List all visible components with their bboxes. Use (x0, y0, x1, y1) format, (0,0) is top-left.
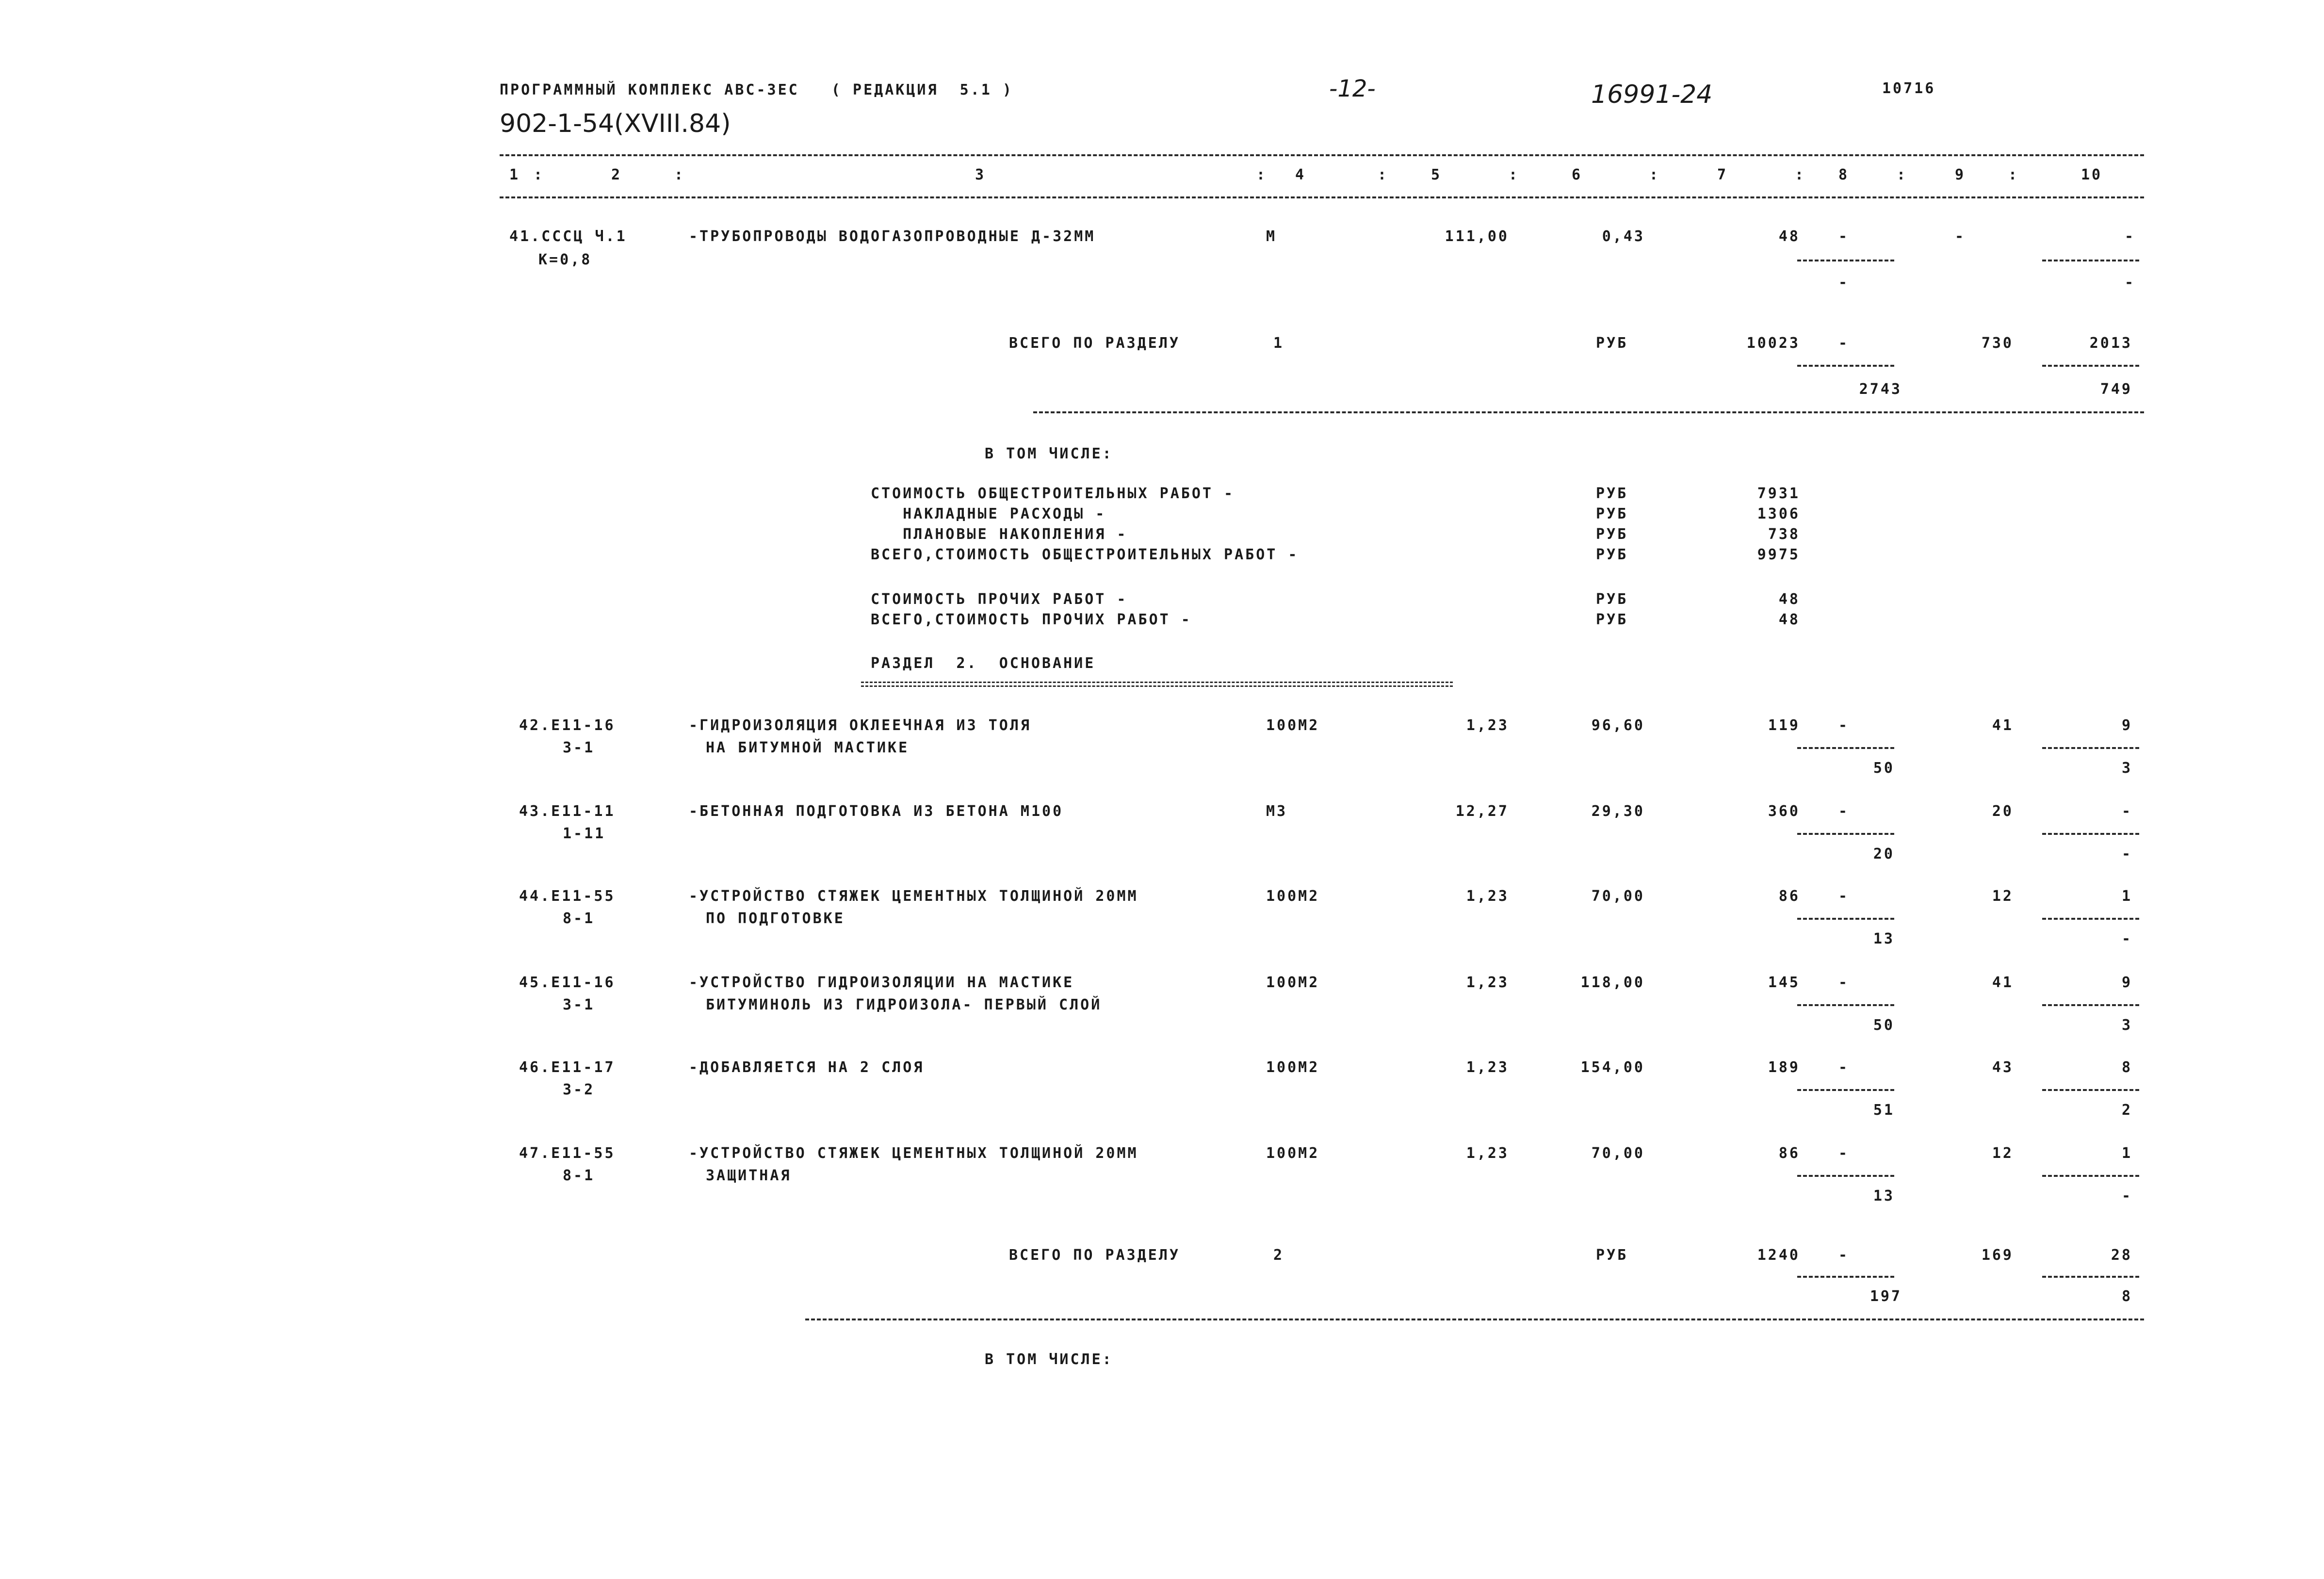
section-1-unit: РУБ (1596, 335, 1628, 352)
section-2-col10-lower: 8 (2121, 1288, 2132, 1305)
section-1-col10-lower: 749 (2100, 381, 2132, 398)
item-col8-lower: 20 (1873, 846, 1895, 863)
item-total: 119 (1768, 717, 1800, 734)
column-number: 6 (1572, 166, 1583, 183)
column-number: 2 (611, 166, 622, 183)
including-row-value: 7931 (1757, 485, 1800, 502)
including-row-label: ВСЕГО,СТОИМОСТЬ ПРОЧИХ РАБОТ - (871, 611, 1192, 628)
item-price: 118,00 (1580, 974, 1645, 991)
column-number: 3 (975, 166, 986, 183)
including-row-label: НАКЛАДНЫЕ РАСХОДЫ - (871, 505, 1106, 522)
item-col8-rule (1797, 833, 1894, 835)
item-unit: 100М2 (1266, 974, 1320, 991)
item-id: 42.Е11-16 (519, 717, 616, 734)
item-41-quantity: 111,00 (1445, 228, 1509, 245)
program-title: ПРОГРАММНЫЙ КОМПЛЕКС АВС-ЗЕС ( РЕДАКЦИЯ 5.1 ) (500, 81, 1013, 98)
item-col10: 9 (2121, 717, 2132, 734)
item-unit: 100М2 (1266, 888, 1320, 905)
page-number: -12- (1329, 75, 1376, 102)
item-col10-rule (2042, 918, 2139, 920)
item-col8-rule (1797, 1089, 1894, 1091)
item-description: -БЕТОННАЯ ПОДГОТОВКА ИЗ БЕТОНА М100 (689, 803, 1064, 820)
item-total: 145 (1768, 974, 1800, 991)
document-number: 16991-24 (1591, 80, 1713, 109)
column-separator: : (1649, 166, 1660, 183)
column-number: 10 (2081, 166, 2103, 183)
item-quantity: 1,23 (1466, 974, 1509, 991)
item-id: 47.Е11-55 (519, 1145, 616, 1162)
item-price: 96,60 (1591, 717, 1645, 734)
item-description-line2: ПО ПОДГОТОВКЕ (706, 910, 845, 927)
item-subcode: 8-1 (563, 910, 595, 927)
including-row-unit: РУБ (1596, 546, 1628, 563)
section-2-col10-rule (2042, 1276, 2139, 1278)
item-total: 360 (1768, 803, 1800, 820)
item-description-line2: НА БИТУМНОЙ МАСТИКЕ (706, 739, 910, 756)
item-41-unit: М (1266, 228, 1277, 245)
column-separator: : (2008, 166, 2019, 183)
item-subcode: 3-2 (563, 1081, 595, 1098)
column-separator: : (1795, 166, 1806, 183)
item-total: 189 (1768, 1059, 1800, 1076)
item-subcode: 3-1 (563, 739, 595, 756)
header-rule-bottom (500, 196, 2144, 198)
including-row-value: 9975 (1757, 546, 1800, 563)
column-separator: : (1256, 166, 1268, 183)
item-description: -ГИДРОИЗОЛЯЦИЯ ОКЛЕЕЧНАЯ ИЗ ТОЛЯ (689, 717, 1031, 734)
column-separator: : (1897, 166, 1908, 183)
item-41-total: 48 (1778, 228, 1800, 245)
item-41-col9: - (1955, 228, 1966, 245)
item-total: 86 (1778, 888, 1800, 905)
item-description: -ДОБАВЛЯЕТСЯ НА 2 СЛОЯ (689, 1059, 925, 1076)
including-row-unit: РУБ (1596, 591, 1628, 608)
including-1-title: В ТОМ ЧИСЛЕ: (985, 445, 1113, 462)
item-col10: 9 (2121, 974, 2132, 991)
item-col8-lower: 50 (1873, 760, 1895, 777)
column-number: 8 (1838, 166, 1850, 183)
section-1-col9: 730 (1981, 335, 2014, 352)
section-2-title: РАЗДЕЛ 2. ОСНОВАНИЕ (871, 655, 1096, 672)
item-col8-lower: 13 (1873, 930, 1895, 947)
item-col10-rule (2042, 747, 2139, 749)
column-number: 5 (1431, 166, 1442, 183)
item-price: 29,30 (1591, 803, 1645, 820)
item-id: 46.Е11-17 (519, 1059, 616, 1076)
column-separator: : (1378, 166, 1389, 183)
item-41-id: 41.СССЦ Ч.1 (509, 228, 627, 245)
item-41-col8-lower: - (1838, 274, 1850, 291)
section-2-total-label: ВСЕГО ПО РАЗДЕЛУ (1009, 1247, 1180, 1264)
header-rule-top (500, 154, 2144, 156)
item-41-col8: - (1838, 228, 1850, 245)
section-1-col8: - (1838, 335, 1850, 352)
item-col9: 12 (1992, 888, 2014, 905)
item-description-line2: ЗАЩИТНАЯ (706, 1167, 792, 1184)
item-id: 43.Е11-11 (519, 803, 616, 820)
item-col10: 1 (2121, 888, 2132, 905)
item-41-col10: - (2125, 228, 2136, 245)
item-41-col10-lower: - (2125, 274, 2136, 291)
item-col10-rule (2042, 1175, 2139, 1177)
item-41-description: -ТРУБОПРОВОДЫ ВОДОГАЗОПРОВОДНЫЕ Д-32ММ (689, 228, 1096, 245)
item-41-price: 0,43 (1602, 228, 1645, 245)
item-price: 154,00 (1580, 1059, 1645, 1076)
column-number: 7 (1717, 166, 1728, 183)
item-subcode: 1-11 (563, 825, 606, 842)
section-2-rule (805, 1319, 2144, 1320)
item-id: 45.Е11-16 (519, 974, 616, 991)
section-1-rule (1033, 411, 2144, 413)
section-1-col10: 2013 (2089, 335, 2132, 352)
including-row-unit: РУБ (1596, 611, 1628, 628)
item-col8-lower: 51 (1873, 1102, 1895, 1119)
item-quantity: 1,23 (1466, 1059, 1509, 1076)
section-2-col9: 169 (1981, 1247, 2014, 1264)
item-col10: 1 (2121, 1145, 2132, 1162)
section-2-total: 1240 (1757, 1247, 1800, 1264)
column-separator: : (674, 166, 685, 183)
item-quantity: 1,23 (1466, 1145, 1509, 1162)
item-price: 70,00 (1591, 888, 1645, 905)
column-number: 1 (509, 166, 520, 183)
including-2-title: В ТОМ ЧИСЛЕ: (985, 1351, 1113, 1368)
item-41-coefficient: К=0,8 (538, 251, 592, 268)
section-1-total-label: ВСЕГО ПО РАЗДЕЛУ (1009, 335, 1180, 352)
item-col10-lower: 3 (2121, 760, 2132, 777)
item-total: 86 (1778, 1145, 1800, 1162)
item-id: 44.Е11-55 (519, 888, 616, 905)
item-unit: 100М2 (1266, 1059, 1320, 1076)
including-row-value: 48 (1778, 611, 1800, 628)
section-2-col8-lower: 197 (1869, 1288, 1902, 1305)
section-2-col8-rule (1797, 1276, 1894, 1278)
item-col8: - (1838, 888, 1850, 905)
item-col10-rule (2042, 1089, 2139, 1091)
item-41-col10-rule (2042, 260, 2139, 261)
item-col10-lower: - (2121, 930, 2132, 947)
item-quantity: 12,27 (1455, 803, 1509, 820)
item-col10-rule (2042, 1004, 2139, 1006)
item-col8-rule (1797, 747, 1894, 749)
project-number: 902-1-54(XVIII.84) (500, 109, 731, 138)
section-1-number: 1 (1273, 335, 1284, 352)
including-row-value: 1306 (1757, 505, 1800, 522)
section-2-unit: РУБ (1596, 1247, 1628, 1264)
item-col10-lower: 3 (2121, 1017, 2132, 1034)
item-col10-rule (2042, 833, 2139, 835)
item-unit: 100М2 (1266, 717, 1320, 734)
including-row-value: 738 (1768, 526, 1800, 543)
including-row-unit: РУБ (1596, 485, 1628, 502)
column-number: 4 (1295, 166, 1306, 183)
section-2-number: 2 (1273, 1247, 1284, 1264)
item-col8-lower: 50 (1873, 1017, 1895, 1034)
item-col8-rule (1797, 1175, 1894, 1177)
item-col9: 41 (1992, 974, 2014, 991)
section-2-col10: 28 (2111, 1247, 2132, 1264)
item-col8: - (1838, 1145, 1850, 1162)
item-col9: 43 (1992, 1059, 2014, 1076)
item-col8: - (1838, 803, 1850, 820)
document-code: 10716 (1882, 80, 1936, 97)
item-col9: 41 (1992, 717, 2014, 734)
item-41-col8-rule (1797, 260, 1894, 261)
item-unit: 100М2 (1266, 1145, 1320, 1162)
item-col10: 8 (2121, 1059, 2132, 1076)
section-1-col8-lower: 2743 (1859, 381, 1902, 398)
including-row-label: СТОИМОСТЬ ПРОЧИХ РАБОТ - (871, 591, 1128, 608)
item-price: 70,00 (1591, 1145, 1645, 1162)
column-separator: : (1509, 166, 1520, 183)
item-col10-lower: - (2121, 846, 2132, 863)
item-col8-rule (1797, 918, 1894, 920)
including-row-label: ПЛАНОВЫЕ НАКОПЛЕНИЯ - (871, 526, 1128, 543)
including-row-unit: РУБ (1596, 505, 1628, 522)
item-col9: 20 (1992, 803, 2014, 820)
item-col8-lower: 13 (1873, 1188, 1895, 1205)
item-subcode: 3-1 (563, 996, 595, 1013)
item-col8: - (1838, 974, 1850, 991)
item-col10-lower: - (2121, 1188, 2132, 1205)
item-col8: - (1838, 1059, 1850, 1076)
column-separator: : (534, 166, 545, 183)
item-description: -УСТРОЙСТВО ГИДРОИЗОЛЯЦИИ НА МАСТИКЕ (689, 974, 1074, 991)
including-row-unit: РУБ (1596, 526, 1628, 543)
including-row-value: 48 (1778, 591, 1800, 608)
item-quantity: 1,23 (1466, 888, 1509, 905)
item-col10: - (2121, 803, 2132, 820)
item-col8: - (1838, 717, 1850, 734)
item-col10-lower: 2 (2121, 1102, 2132, 1119)
item-quantity: 1,23 (1466, 717, 1509, 734)
including-row-label: ВСЕГО,СТОИМОСТЬ ОБЩЕСТРОИТЕЛЬНЫХ РАБОТ - (871, 546, 1299, 563)
section-1-total: 10023 (1746, 335, 1800, 352)
item-unit: М3 (1266, 803, 1288, 820)
item-description: -УСТРОЙСТВО СТЯЖЕК ЦЕМЕНТНЫХ ТОЛЩИНОЙ 20ММ (689, 888, 1138, 905)
item-description: -УСТРОЙСТВО СТЯЖЕК ЦЕМЕНТНЫХ ТОЛЩИНОЙ 20ММ (689, 1145, 1138, 1162)
item-col9: 12 (1992, 1145, 2014, 1162)
section-1-col10-rule (2042, 365, 2139, 367)
including-row-label: СТОИМОСТЬ ОБЩЕСТРОИТЕЛЬНЫХ РАБОТ - (871, 485, 1235, 502)
item-description-line2: БИТУМИНОЛЬ ИЗ ГИДРОИЗОЛА- ПЕРВЫЙ СЛОЙ (706, 996, 1102, 1013)
section-2-title-underline (861, 682, 1453, 687)
section-1-col8-rule (1797, 365, 1894, 367)
item-col8-rule (1797, 1004, 1894, 1006)
column-number: 9 (1955, 166, 1966, 183)
section-2-col8: - (1838, 1247, 1850, 1264)
item-subcode: 8-1 (563, 1167, 595, 1184)
